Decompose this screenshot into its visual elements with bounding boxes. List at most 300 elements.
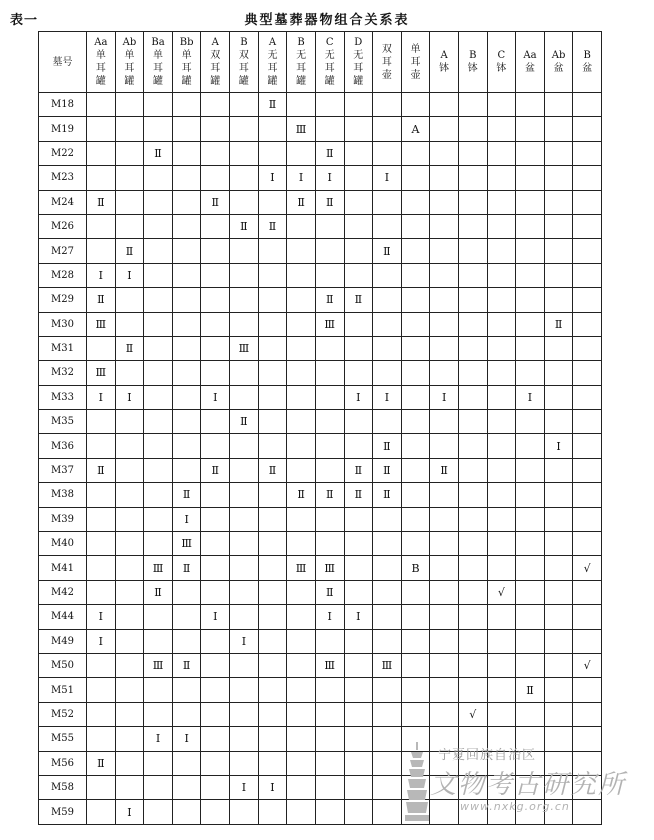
column-header xyxy=(458,32,487,93)
tomb-id-cell: M27 xyxy=(39,239,87,263)
table-cell xyxy=(258,141,287,165)
table-cell xyxy=(344,141,373,165)
table-cell xyxy=(430,532,459,556)
tomb-id-cell: M38 xyxy=(39,483,87,507)
table-cell xyxy=(573,800,602,824)
watermark-org: 宁夏回族自治区 xyxy=(438,748,537,763)
table-cell: Ⅰ xyxy=(258,775,287,799)
table-cell xyxy=(458,385,487,409)
table-cell: Ⅰ xyxy=(516,385,545,409)
table-cell: Ⅰ xyxy=(87,605,116,629)
table-cell xyxy=(230,678,259,702)
table-cell xyxy=(258,580,287,604)
table-cell xyxy=(172,800,201,824)
table-cell: Ⅱ xyxy=(315,288,344,312)
table-cell xyxy=(373,532,402,556)
table-row xyxy=(39,556,602,580)
table-cell: Ⅱ xyxy=(516,678,545,702)
table-cell xyxy=(516,190,545,214)
table-cell xyxy=(87,727,116,751)
tomb-id-cell: M26 xyxy=(39,214,87,238)
table-cell xyxy=(115,141,144,165)
table-cell: Ⅲ xyxy=(373,653,402,677)
table-cell xyxy=(201,336,230,360)
table-cell xyxy=(287,93,316,117)
table-cell xyxy=(430,580,459,604)
column-header xyxy=(373,32,402,93)
table-cell xyxy=(87,532,116,556)
table-cell xyxy=(401,166,430,190)
table-cell xyxy=(401,214,430,238)
table-row xyxy=(39,532,602,556)
column-header-text: 罐 xyxy=(124,76,135,87)
table-cell xyxy=(516,483,545,507)
table-cell xyxy=(287,288,316,312)
tomb-id-cell: M33 xyxy=(39,385,87,409)
table-cell xyxy=(516,702,545,726)
column-header xyxy=(430,32,459,93)
table-cell xyxy=(573,141,602,165)
table-cell xyxy=(172,117,201,141)
tomb-id-cell: M18 xyxy=(39,93,87,117)
table-cell xyxy=(230,288,259,312)
table-cell xyxy=(201,800,230,824)
table-cell xyxy=(430,336,459,360)
table-cell xyxy=(258,507,287,531)
table-row xyxy=(39,653,602,677)
table-cell xyxy=(573,629,602,653)
table-cell xyxy=(287,800,316,824)
table-cell xyxy=(458,361,487,385)
table-cell xyxy=(344,532,373,556)
table-cell xyxy=(573,166,602,190)
table-cell xyxy=(172,166,201,190)
column-header-text: 罐 xyxy=(324,76,335,87)
column-header-text: 墓号 xyxy=(52,56,73,68)
table-cell xyxy=(487,653,516,677)
table-cell: Ⅲ xyxy=(287,556,316,580)
table-cell xyxy=(201,580,230,604)
column-header-text: 盆 xyxy=(524,63,535,74)
table-cell: Ⅱ xyxy=(87,751,116,775)
table-cell xyxy=(516,239,545,263)
table-cell xyxy=(401,190,430,214)
table-cell xyxy=(544,653,573,677)
table-cell xyxy=(87,580,116,604)
table-row xyxy=(39,361,602,385)
table-cell xyxy=(315,117,344,141)
table-cell xyxy=(544,336,573,360)
table-cell: Ⅱ xyxy=(344,288,373,312)
tomb-id-cell: M40 xyxy=(39,532,87,556)
table-cell xyxy=(287,214,316,238)
table-cell xyxy=(487,117,516,141)
table-cell: Ⅰ xyxy=(115,800,144,824)
table-cell xyxy=(115,361,144,385)
table-cell xyxy=(544,288,573,312)
table-cell xyxy=(287,385,316,409)
column-header xyxy=(230,32,259,93)
table-cell: Ⅱ xyxy=(315,580,344,604)
column-header-text: 双 xyxy=(381,43,392,55)
table-cell xyxy=(315,214,344,238)
column-header-text: 罐 xyxy=(296,76,307,87)
table-cell xyxy=(430,702,459,726)
table-cell xyxy=(201,312,230,336)
table-cell xyxy=(172,336,201,360)
table-cell xyxy=(144,678,173,702)
table-cell xyxy=(430,361,459,385)
table-cell xyxy=(287,629,316,653)
table-cell xyxy=(373,507,402,531)
table-cell: Ⅰ xyxy=(430,385,459,409)
table-cell: Ⅱ xyxy=(172,653,201,677)
table-cell xyxy=(458,117,487,141)
table-cell xyxy=(87,93,116,117)
table-cell xyxy=(315,702,344,726)
table-cell xyxy=(573,410,602,434)
table-cell xyxy=(344,629,373,653)
table-cell xyxy=(115,629,144,653)
table-cell xyxy=(144,312,173,336)
table-cell xyxy=(315,775,344,799)
table-cell xyxy=(230,312,259,336)
table-cell xyxy=(401,580,430,604)
table-cell xyxy=(87,117,116,141)
table-cell xyxy=(344,434,373,458)
table-cell xyxy=(430,239,459,263)
table-cell xyxy=(344,775,373,799)
table-cell: Ⅱ xyxy=(115,239,144,263)
table-cell: Ⅱ xyxy=(201,458,230,482)
table-cell xyxy=(344,800,373,824)
table-cell: Ⅲ xyxy=(315,653,344,677)
table-cell xyxy=(487,141,516,165)
table-row xyxy=(39,800,602,824)
table-title: 典型墓葬器物组合关系表 xyxy=(244,13,410,28)
tomb-id-cell: M22 xyxy=(39,141,87,165)
table-row xyxy=(39,166,602,190)
table-cell xyxy=(287,410,316,434)
table-cell xyxy=(315,532,344,556)
table-cell xyxy=(258,312,287,336)
table-cell xyxy=(430,751,459,775)
table-cell xyxy=(230,458,259,482)
table-cell xyxy=(172,141,201,165)
table-cell xyxy=(344,336,373,360)
table-cell xyxy=(172,312,201,336)
column-header-text: 耳 xyxy=(153,63,164,74)
table-cell xyxy=(144,93,173,117)
tomb-id-cell: M59 xyxy=(39,800,87,824)
table-cell xyxy=(458,678,487,702)
table-cell: Ⅱ xyxy=(87,288,116,312)
table-cell xyxy=(544,775,573,799)
table-cell: Ⅲ xyxy=(315,312,344,336)
table-cell: Ⅱ xyxy=(258,214,287,238)
table-cell xyxy=(201,166,230,190)
table-cell xyxy=(487,800,516,824)
table-cell xyxy=(287,239,316,263)
table-cell: Ⅱ xyxy=(115,336,144,360)
table-cell xyxy=(487,385,516,409)
table-cell xyxy=(401,507,430,531)
table-cell xyxy=(544,458,573,482)
column-header xyxy=(87,32,116,93)
table-cell xyxy=(401,93,430,117)
table-cell xyxy=(516,288,545,312)
table-cell: Ⅲ xyxy=(315,556,344,580)
table-cell: Ⅱ xyxy=(373,458,402,482)
table-cell xyxy=(172,629,201,653)
table-cell xyxy=(401,800,430,824)
table-cell xyxy=(115,483,144,507)
table-cell xyxy=(230,141,259,165)
table-cell xyxy=(201,507,230,531)
table-cell xyxy=(544,800,573,824)
table-cell xyxy=(172,775,201,799)
table-cell xyxy=(258,678,287,702)
column-header-text: A xyxy=(211,37,219,48)
table-cell: Ⅲ xyxy=(172,532,201,556)
table-cell xyxy=(344,190,373,214)
column-header-text: 耳 xyxy=(324,63,335,74)
table-cell xyxy=(458,532,487,556)
table-cell xyxy=(458,556,487,580)
table-cell xyxy=(573,190,602,214)
table-cell xyxy=(230,166,259,190)
table-cell xyxy=(201,702,230,726)
table-cell xyxy=(172,678,201,702)
tomb-id-cell: M35 xyxy=(39,410,87,434)
table-cell xyxy=(258,385,287,409)
column-header-text: 单 xyxy=(95,50,106,61)
table-cell xyxy=(172,190,201,214)
table-cell xyxy=(573,385,602,409)
table-cell xyxy=(544,239,573,263)
table-cell xyxy=(344,166,373,190)
table-cell xyxy=(287,361,316,385)
table-cell xyxy=(487,678,516,702)
table-cell: Ⅱ xyxy=(201,190,230,214)
table-cell xyxy=(230,580,259,604)
table-cell xyxy=(516,410,545,434)
table-cell xyxy=(458,800,487,824)
table-cell xyxy=(201,532,230,556)
table-cell xyxy=(115,117,144,141)
tomb-id-cell: M41 xyxy=(39,556,87,580)
table-cell xyxy=(115,605,144,629)
table-cell xyxy=(230,605,259,629)
table-cell xyxy=(172,385,201,409)
table-cell xyxy=(315,263,344,287)
table-cell xyxy=(373,361,402,385)
table-cell xyxy=(516,214,545,238)
tomb-id-cell: M51 xyxy=(39,678,87,702)
table-row xyxy=(39,141,602,165)
table-cell: Ⅱ xyxy=(373,239,402,263)
table-cell xyxy=(573,214,602,238)
table-row xyxy=(39,775,602,799)
table-cell xyxy=(487,751,516,775)
table-cell: Ⅱ xyxy=(144,141,173,165)
table-cell xyxy=(373,336,402,360)
table-cell xyxy=(544,93,573,117)
table-cell: Ⅱ xyxy=(344,458,373,482)
table-cell: Ⅱ xyxy=(87,458,116,482)
column-header xyxy=(258,32,287,93)
table-cell xyxy=(373,702,402,726)
table-cell xyxy=(430,288,459,312)
table-cell xyxy=(516,532,545,556)
table-cell xyxy=(315,458,344,482)
column-header-text: 耳 xyxy=(267,63,278,74)
table-cell xyxy=(287,727,316,751)
column-header-text: 耳 xyxy=(124,63,135,74)
column-header-text: B xyxy=(469,50,477,61)
table-cell xyxy=(487,629,516,653)
column-header xyxy=(544,32,573,93)
column-header-text: 单 xyxy=(124,50,135,61)
table-cell xyxy=(201,678,230,702)
table-cell xyxy=(258,288,287,312)
table-cell: Ⅱ xyxy=(287,190,316,214)
table-row xyxy=(39,288,602,312)
column-header-text: 罐 xyxy=(238,76,249,87)
table-cell xyxy=(115,751,144,775)
table-cell xyxy=(487,702,516,726)
table-cell xyxy=(115,434,144,458)
table-cell xyxy=(430,678,459,702)
table-cell xyxy=(516,117,545,141)
table-cell xyxy=(373,727,402,751)
table-cell xyxy=(258,629,287,653)
table-cell xyxy=(315,361,344,385)
table-cell xyxy=(344,93,373,117)
table-cell xyxy=(201,653,230,677)
table-cell: Ⅰ xyxy=(87,629,116,653)
column-header-text: Ba xyxy=(151,37,165,48)
table-cell xyxy=(115,727,144,751)
table-cell xyxy=(401,263,430,287)
table-cell xyxy=(115,190,144,214)
table-cell: Ⅱ xyxy=(544,312,573,336)
table-cell xyxy=(344,751,373,775)
column-header-text: Bb xyxy=(179,37,194,48)
column-header-text: Ab xyxy=(122,37,137,48)
table-cell: √ xyxy=(573,556,602,580)
table-cell: Ⅱ xyxy=(144,580,173,604)
table-cell xyxy=(344,580,373,604)
table-cell xyxy=(573,312,602,336)
table-cell xyxy=(115,458,144,482)
table-cell xyxy=(287,580,316,604)
column-header-text: 耳 xyxy=(181,63,192,74)
table-cell xyxy=(115,507,144,531)
table-cell xyxy=(544,532,573,556)
table-cell xyxy=(487,336,516,360)
tomb-id-cell: M30 xyxy=(39,312,87,336)
table-cell xyxy=(258,190,287,214)
table-row xyxy=(39,93,602,117)
table-cell xyxy=(516,312,545,336)
table-cell: Ⅱ xyxy=(172,556,201,580)
column-header-text: 罐 xyxy=(95,76,106,87)
column-header-text: A xyxy=(268,37,277,48)
column-header-text: B xyxy=(583,50,591,61)
column-header-text: 钵 xyxy=(439,63,450,74)
table-cell xyxy=(115,532,144,556)
table-cell xyxy=(573,532,602,556)
column-header-text: C xyxy=(325,37,334,48)
table-cell xyxy=(430,483,459,507)
table-cell xyxy=(573,361,602,385)
table-cell xyxy=(172,702,201,726)
table-cell xyxy=(287,507,316,531)
table-row xyxy=(39,239,602,263)
table-cell xyxy=(287,312,316,336)
column-header xyxy=(344,32,373,93)
table-cell xyxy=(487,727,516,751)
table-cell xyxy=(430,775,459,799)
table-cell xyxy=(487,288,516,312)
table-cell: Ⅲ xyxy=(87,312,116,336)
table-cell xyxy=(430,434,459,458)
table-cell xyxy=(544,605,573,629)
table-row xyxy=(39,214,602,238)
column-header-text: 耳 xyxy=(95,63,106,74)
table-cell xyxy=(144,361,173,385)
table-cell: Ⅰ xyxy=(544,434,573,458)
table-cell xyxy=(344,556,373,580)
table-cell xyxy=(458,751,487,775)
column-header xyxy=(201,32,230,93)
table-cell xyxy=(430,653,459,677)
table-row xyxy=(39,629,602,653)
table-cell xyxy=(201,214,230,238)
tomb-id-cell: M36 xyxy=(39,434,87,458)
table-cell xyxy=(144,166,173,190)
table-cell xyxy=(401,336,430,360)
table-cell xyxy=(401,312,430,336)
table-cell xyxy=(458,93,487,117)
table-cell xyxy=(401,385,430,409)
table-cell xyxy=(458,263,487,287)
table-cell xyxy=(287,336,316,360)
table-cell xyxy=(573,775,602,799)
table-cell xyxy=(458,458,487,482)
table-cell xyxy=(144,288,173,312)
table-cell xyxy=(258,800,287,824)
table-cell xyxy=(373,190,402,214)
table-cell xyxy=(430,93,459,117)
table-cell xyxy=(544,678,573,702)
table-cell xyxy=(287,775,316,799)
table-cell xyxy=(401,532,430,556)
table-cell: Ⅰ xyxy=(287,166,316,190)
column-header-text: 无 xyxy=(353,50,364,61)
table-cell: Ⅱ xyxy=(373,434,402,458)
table-cell xyxy=(287,605,316,629)
table-cell xyxy=(172,239,201,263)
column-header xyxy=(39,32,87,93)
table-cell xyxy=(487,361,516,385)
table-cell xyxy=(115,93,144,117)
table-cell xyxy=(287,434,316,458)
tomb-id-cell: M39 xyxy=(39,507,87,531)
table-cell xyxy=(487,410,516,434)
column-header xyxy=(287,32,316,93)
